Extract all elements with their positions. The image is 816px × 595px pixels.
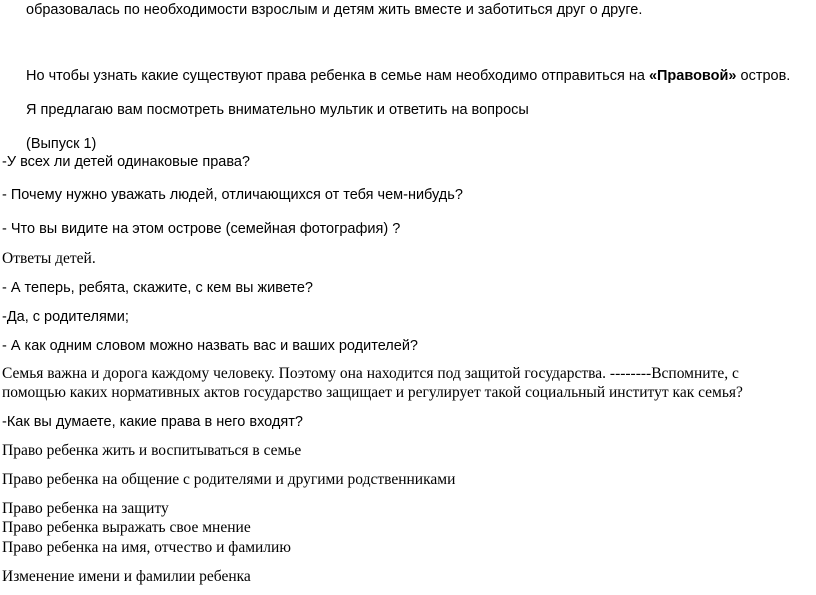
paragraph-rights-island	[26, 69, 790, 84]
episode-label: (Выпуск 1)	[26, 136, 97, 152]
paragraph-intro: образовалась по необходимости взрослым и детям жить вместе и заботиться друг о друге.	[26, 2, 643, 18]
right-name: Право ребенка на имя, отчество и фамилию	[2, 539, 291, 556]
right-express-opinion: Право ребенка выражать свое мнение	[2, 519, 251, 536]
right-communicate: Право ребенка на общение с родителями и другими родственниками	[2, 471, 456, 488]
paragraph-cartoon: Я предлагаю вам посмотреть внимательно мультик и ответить на вопросы	[26, 102, 529, 118]
question-island: - Что вы видите на этом острове (семейная фотография) ?	[2, 221, 401, 237]
answer-parents: -Да, с родителями;	[2, 309, 129, 325]
paragraph-normative-acts: помощью каких нормативных актов государство защищает и регулирует такой социальный институт как семья?	[2, 384, 743, 401]
question-rights-included: -Как вы думаете, какие права в него входят?	[2, 414, 303, 430]
name-change: Изменение имени и фамилии ребенка	[2, 568, 251, 585]
right-protection: Право ребенка на защиту	[2, 500, 169, 517]
question-respect: - Почему нужно уважать людей, отличающихся от тебя чем-нибудь?	[2, 187, 463, 203]
right-live-in-family: Право ребенка жить и воспитываться в семье	[2, 442, 302, 459]
island-name: «Правовой»	[648, 68, 737, 84]
question-one-word: - А как одним словом можно назвать вас и ваших родителей?	[2, 338, 418, 354]
question-same-rights: -У всех ли детей одинаковые права?	[2, 154, 251, 170]
paragraph-rights-island-text: Но чтобы узнать какие существуют права ребенка в семье нам необходимо отправиться на	[26, 68, 649, 84]
children-answers: Ответы детей.	[2, 250, 96, 267]
paragraph-family-important: Семья важна и дорога каждому человеку. Поэтому она находится под защитой государства. --------Вспомните, с	[2, 365, 739, 382]
island-suffix: остров.	[736, 68, 791, 84]
question-live-with: - А теперь, ребята, скажите, с кем вы живете?	[2, 280, 313, 296]
